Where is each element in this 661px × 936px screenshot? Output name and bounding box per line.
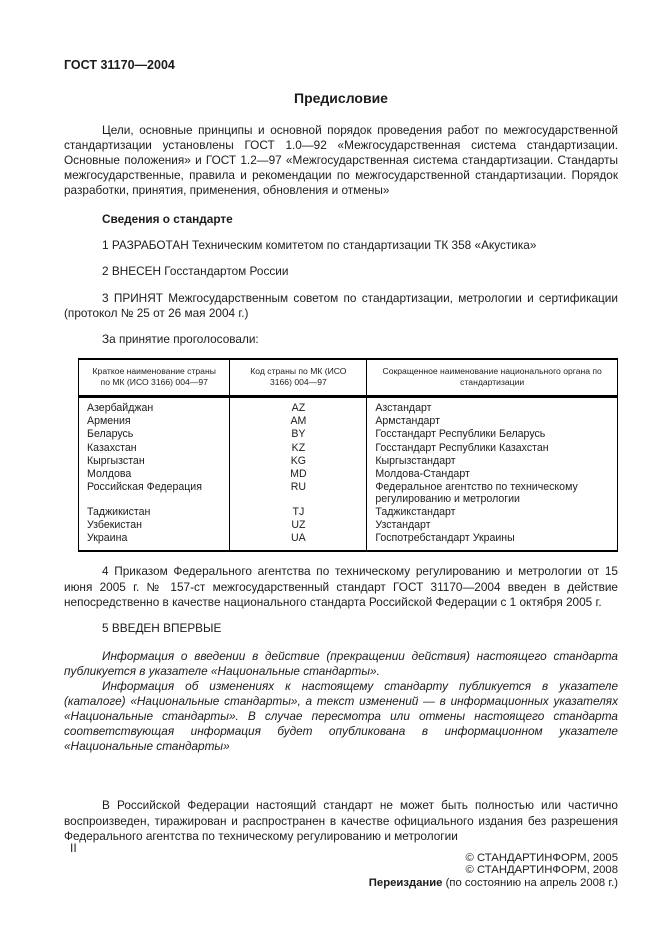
table-header-standards-body: Сокращенное наименование национального органа по стандартизации bbox=[367, 359, 618, 397]
table-cell: Казахстан bbox=[79, 442, 230, 455]
table-cell: MD bbox=[230, 468, 367, 481]
vote-lead: За принятие проголосовали: bbox=[102, 331, 259, 346]
table-cell: Госстандарт Республики Беларусь bbox=[367, 428, 618, 441]
table-cell: Госстандарт Республики Казахстан bbox=[367, 442, 618, 455]
table-cell: Кыргызстандарт bbox=[367, 455, 618, 468]
clause-submitted: 2 ВНЕСЕН Госстандартом России bbox=[102, 264, 289, 279]
table-cell: Кыргызстан bbox=[79, 455, 230, 468]
table-row bbox=[79, 397, 618, 416]
copyright-line: © СТАНДАРТИНФОРМ, 2005 bbox=[465, 851, 618, 864]
table-cell: KZ bbox=[230, 442, 367, 455]
table-cell: UZ bbox=[230, 519, 367, 532]
table-cell: Таджикистан bbox=[79, 506, 230, 519]
page-number: II bbox=[70, 841, 77, 855]
table-row bbox=[79, 519, 618, 532]
table-cell: Федеральное агентство по техническому регулированию и метрологии bbox=[367, 481, 618, 505]
changes-note: Информация об изменениях к настоящему стандарту публикуется в указателе (каталоге) «Национальные стандарты», а текст изменений — в информационных указателях «Национальные стандарты». В случае пересмотра или отмены настоящего стандарта соответствующая информация будет опубликована в информационном указателе «Национальные стандарты» bbox=[64, 678, 618, 754]
table-cell: AZ bbox=[230, 397, 367, 416]
table-header-country-code: Код страны по МК (ИСО 3166) 004—97 bbox=[230, 359, 367, 397]
table-cell: RU bbox=[230, 481, 367, 505]
table-cell: Таджикстандарт bbox=[367, 506, 618, 519]
table-cell: Молдова-Стандарт bbox=[367, 468, 618, 481]
publication-note: Информация о введении в действие (прекращении действия) настоящего стандарта публикуется в указателе «Национальные стандарты». bbox=[64, 648, 618, 678]
table-cell: AM bbox=[230, 415, 367, 428]
table-cell: Азстандарт bbox=[367, 397, 618, 416]
table-cell: Армстандарт bbox=[367, 415, 618, 428]
table-row bbox=[79, 481, 618, 505]
table-row bbox=[79, 455, 618, 468]
table-cell: Российская Федерация bbox=[79, 481, 230, 505]
table-cell: TJ bbox=[230, 506, 367, 519]
copyright-line: © СТАНДАРТИНФОРМ, 2008 bbox=[465, 864, 618, 877]
reissue-note bbox=[64, 877, 618, 890]
reissue-label: Переиздание bbox=[368, 877, 443, 890]
reissue-detail: (по состоянию на апрель 2008 г.) bbox=[442, 877, 618, 890]
table-cell: Госпотребстандарт Украины bbox=[367, 532, 618, 551]
table-cell: Узбекистан bbox=[79, 519, 230, 532]
reproduction-restriction: В Российской Федерации настоящий стандарт не может быть полностью или частично воспроизведен, тиражирован и распространен в качестве официального издания без разрешения Федерального агентства по техническому регулированию и метрологии bbox=[64, 798, 618, 843]
table-header-row bbox=[79, 359, 618, 397]
table-row bbox=[79, 415, 618, 428]
copyright-block bbox=[64, 852, 618, 890]
table-row bbox=[79, 532, 618, 551]
clause-enacted: 4 Приказом Федерального агентства по техническому регулированию и метрологии от 15 июня 2005 г. № 157-ст межгосударственный стандарт ГОСТ 31170—2004 введен в действие непосредственно в качестве национального стандарта Российской Федерации с 1 октября 2005 г. bbox=[64, 564, 618, 609]
clause-developed: 1 РАЗРАБОТАН Техническим комитетом по стандартизации ТК 358 «Акустика» bbox=[102, 238, 537, 253]
table-cell: Азербайджан bbox=[79, 397, 230, 416]
table-cell: Армения bbox=[79, 415, 230, 428]
table-row bbox=[79, 442, 618, 455]
table-row bbox=[79, 428, 618, 441]
clause-adopted: 3 ПРИНЯТ Межгосударственным советом по стандартизации, метрологии и сертификации (протокол № 25 от 26 мая 2004 г.) bbox=[64, 290, 618, 320]
table-cell: BY bbox=[230, 428, 367, 441]
table-cell: UA bbox=[230, 532, 367, 551]
table-cell: Молдова bbox=[79, 468, 230, 481]
document-code: ГОСТ 31170—2004 bbox=[64, 58, 175, 72]
table-row bbox=[79, 468, 618, 481]
table-cell: Беларусь bbox=[79, 428, 230, 441]
table-cell: Украина bbox=[79, 532, 230, 551]
page-title: Предисловие bbox=[294, 90, 388, 106]
intro-paragraph: Цели, основные принципы и основной порядок проведения работ по межгосударственной стандартизации установлены ГОСТ 1.0—92 «Межгосударственная система стандартизации. Основные положения» и ГОСТ 1.2—97 «Межгосударственная система стандартизации. Стандарты межгосударственные, правила и рекомендации по межгосударственной стандартизации. Порядок разработки, принятия, применения, обновления и отмены» bbox=[64, 122, 618, 198]
table-header-country-name: Краткое наименование страны по МК (ИСО 3166) 004—97 bbox=[79, 359, 230, 397]
table-row bbox=[79, 506, 618, 519]
standard-info-heading: Сведения о стандарте bbox=[102, 212, 233, 227]
table-cell: KG bbox=[230, 455, 367, 468]
clause-first-introduced: 5 ВВЕДЕН ВПЕРВЫЕ bbox=[102, 620, 222, 635]
voting-countries-table bbox=[78, 358, 618, 553]
table-cell: Узстандарт bbox=[367, 519, 618, 532]
